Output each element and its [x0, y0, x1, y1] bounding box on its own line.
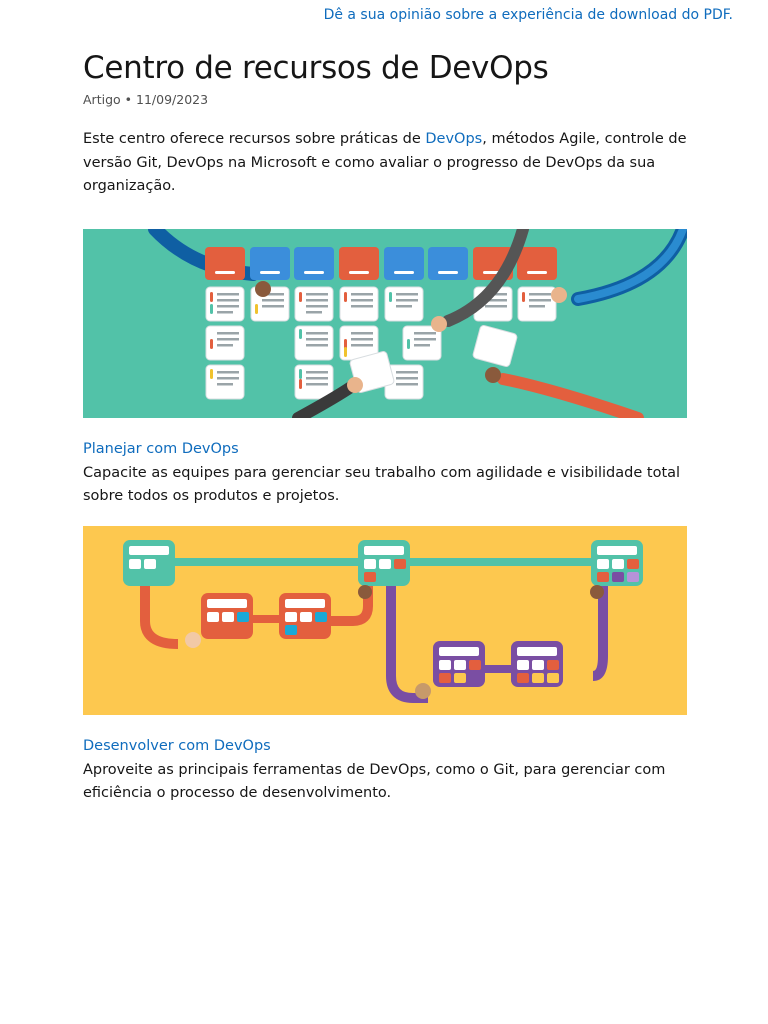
page-title: Centro de recursos de DevOps [83, 50, 549, 86]
section-plan-description: Capacite as equipes para gerenciar seu trabalho com agilidade e visibilidade total sobre todos os produtos e projetos. [83, 464, 681, 504]
feedback-link[interactable]: Dê a sua opinião sobre a experiência de download do PDF. [323, 7, 733, 23]
intro-text-after: , métodos Agile, controle de versão Git, DevOps na Microsoft e como avaliar o progresso de DevOps da sua organização. [83, 131, 687, 194]
meta-separator: • [124, 92, 133, 107]
intro-paragraph [83, 128, 687, 199]
develop-illustration [83, 526, 687, 715]
section-plan-title[interactable]: Planejar com DevOps [83, 440, 239, 457]
plan-illustration [83, 229, 687, 418]
intro-text-before: Este centro oferece recursos sobre práticas de [83, 131, 426, 147]
article-date: 11/09/2023 [136, 92, 209, 107]
section-develop-title[interactable]: Desenvolver com DevOps [83, 737, 271, 754]
article [83, 48, 687, 806]
article-type: Artigo [83, 92, 121, 107]
article-meta [83, 92, 687, 107]
devops-link[interactable]: DevOps [425, 131, 483, 147]
section-develop-description: Aproveite as principais ferramentas de DevOps, como o Git, para gerenciar com eficiência o processo de desenvolvimento. [83, 761, 666, 801]
